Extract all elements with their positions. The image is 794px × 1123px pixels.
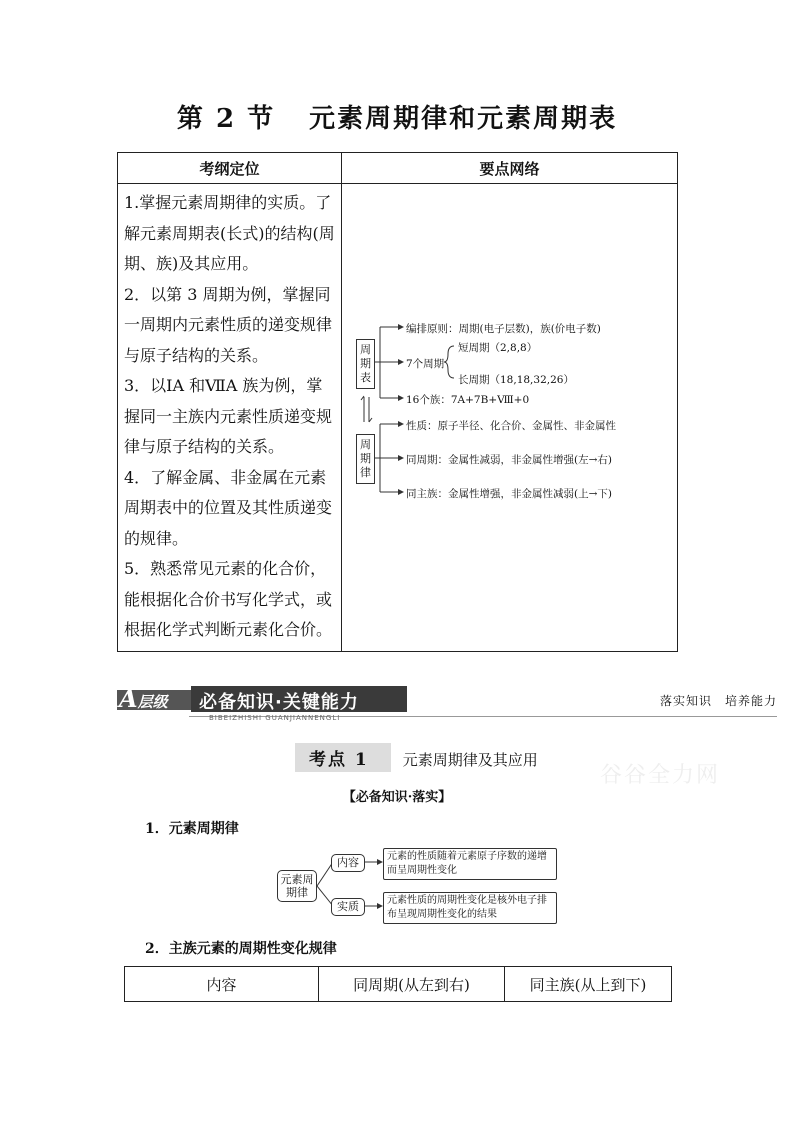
network-long-period: 长周期（18,18,32,26） xyxy=(458,374,574,386)
banner-pinyin: BIBEIZHISHI GUANJIANNENGLI xyxy=(209,714,341,722)
table-header-content: 内容 xyxy=(125,967,319,1002)
watermark: 谷谷全力网 xyxy=(600,763,721,788)
law-essence-text: 元素性质的周期性变化是核外电子排布呈现周期性变化的结果 xyxy=(383,892,557,924)
network-short-period: 短周期（2,8,8） xyxy=(458,342,538,354)
periodic-law-diagram xyxy=(277,840,557,930)
knowledge-network xyxy=(342,184,677,651)
network-groups: 16个族：7A+7B+Ⅷ+0 xyxy=(406,394,530,406)
table-header-same-period: 同周期(从左到右) xyxy=(319,967,505,1002)
exam-point-heading xyxy=(295,743,538,772)
network-same-period: 同周期：金属性减弱，非金属性增强(左→右) xyxy=(406,454,612,466)
heading-periodic-law: 1．元素周期律 xyxy=(145,821,239,837)
main-group-table xyxy=(124,966,672,1002)
law-content-text: 元素的性质随着元素原子序数的递增而呈周期性变化 xyxy=(383,848,557,880)
law-essence-box: 实质 xyxy=(331,898,365,916)
page-title xyxy=(0,98,794,135)
section-title: 元素周期律和元素周期表 xyxy=(309,104,618,134)
exam-point-label: 考点 1 xyxy=(295,743,391,772)
subsection-heading: 【必备知识·落实】 xyxy=(342,790,452,805)
heading-main-group-rules: 2．主族元素的周期性变化规律 xyxy=(145,941,337,957)
objective-item: 2．以第 3 周期为例，掌握同一周期内元素性质的递变规律与原子结构的关系。 xyxy=(124,284,333,365)
network-cell xyxy=(342,184,678,652)
periodic-law-box: 周期律 xyxy=(356,434,375,484)
syllabus-table xyxy=(117,152,678,652)
network-properties: 性质：原子半径、化合价、金属性、非金属性 xyxy=(406,420,616,432)
banner-label: 必备知识·关键能力 xyxy=(199,692,359,713)
network-principle: 编排原则：周期(电子层数)，族(价电子数) xyxy=(406,323,601,335)
objectives-cell xyxy=(118,184,342,652)
col-header-objectives: 考纲定位 xyxy=(118,153,342,184)
law-center-box: 元素周期律 xyxy=(277,870,317,902)
objective-item: 5．熟悉常见元素的化合价，能根据化合价书写化学式，或根据化学式判断元素化合价。 xyxy=(124,559,333,639)
objective-item: 3．以ⅠA 和ⅦA 族为例，掌握同一主族内元素性质递变规律与原子结构的关系。 xyxy=(124,376,333,456)
section-number: 第 2 节 xyxy=(176,104,276,134)
exam-point-text: 元素周期律及其应用 xyxy=(402,751,538,769)
periodic-table-box: 周期表 xyxy=(356,339,375,389)
level-mark: A层级 xyxy=(119,684,168,713)
law-content-box: 内容 xyxy=(331,854,365,872)
level-banner xyxy=(117,686,777,726)
objective-item: 4．了解金属、非金属在元素周期表中的位置及其性质递变的规律。 xyxy=(124,467,333,548)
col-header-network: 要点网络 xyxy=(342,153,678,184)
table-header-same-group: 同主族(从上到下) xyxy=(505,967,672,1002)
objective-item: 1.掌握元素周期律的实质。了解元素周期表(长式)的结构(周期、族)及其应用。 xyxy=(124,193,335,273)
network-same-group: 同主族：金属性增强，非金属性减弱(上→下) xyxy=(406,488,612,500)
banner-right-text: 落实知识 培养能力 xyxy=(659,694,777,708)
network-periods: 7个周期 xyxy=(406,358,445,370)
